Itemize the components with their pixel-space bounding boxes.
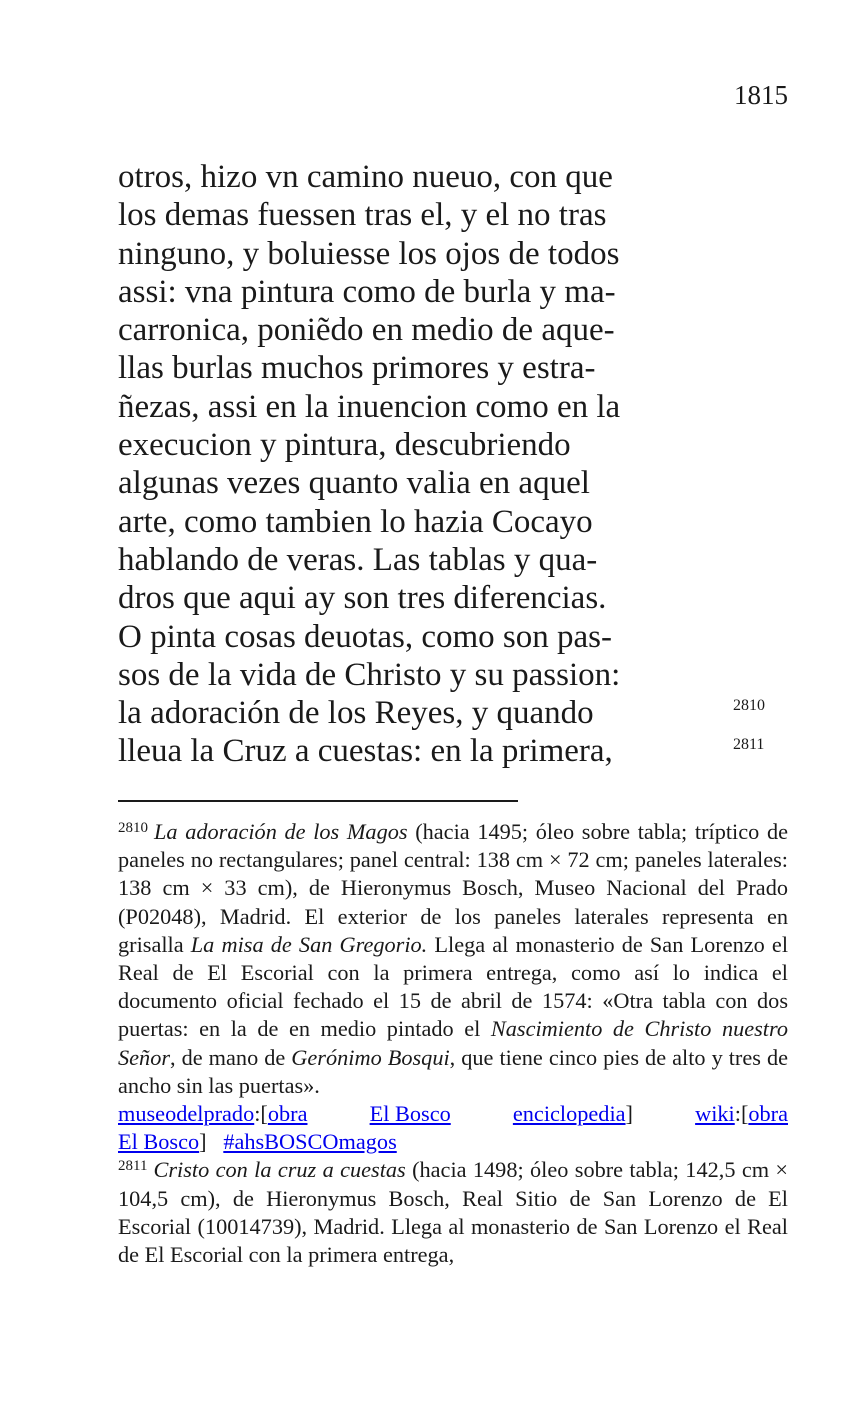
link-obra-wiki[interactable]: obra (748, 1101, 788, 1127)
text-line: O pinta cosas deuotas, como son pas- (118, 618, 612, 655)
text-line: ninguno, y boluiesse los ojos de todos (118, 235, 620, 272)
text-line: otros, hizo vn camino nueuo, con que (118, 159, 613, 195)
margin-ref-2810: 2810 (733, 697, 765, 714)
link-separator: :[ (254, 1101, 268, 1127)
text-line: sos de la vida de Christo y su passion: (118, 656, 621, 693)
link-separator: ] (625, 1101, 633, 1127)
text-line: ñezas, assi en la inuencion como en la (118, 388, 621, 425)
text-line: dros que aqui ay son tres diferencias. (118, 580, 607, 617)
link-el-bosco-wiki[interactable]: El Bosco (118, 1129, 200, 1155)
footnote-number: 2810 (118, 820, 148, 836)
margin-ref-2811: 2811 (733, 736, 765, 753)
footnote-italic: La misa de San Gregorio. (190, 931, 428, 957)
footnote-2810 (118, 818, 788, 1156)
footnote-text: Llega al monasterio de San Lorenzo el Real de El Escorial con la primera entrega, como así lo indica el documento oficial fechado el 15 de abril de 1574: «Otra tabla con dos puertas: en la de en medio pintado el (118, 931, 789, 1042)
text-line: lleua la Cruz a cuestas: en la primera, (118, 733, 613, 770)
footnote-2811 (118, 1156, 788, 1269)
footnote-italic: Gerónimo Bosqui (291, 1044, 450, 1070)
page-number: 1815 (734, 80, 788, 110)
link-separator: :[ (734, 1101, 749, 1127)
footnote-links-2 (118, 1128, 788, 1156)
text-line: arte, como tambien lo hazia Cocayo (118, 503, 593, 540)
footnote-rule (118, 800, 518, 802)
link-enciclopedia[interactable]: enciclopedia (512, 1101, 626, 1127)
footnote-title: Cristo con la cruz a cuestas (153, 1157, 406, 1183)
footnote-text: , de mano de (170, 1044, 292, 1070)
text-line: assi: vna pintura como de burla y ma- (118, 273, 616, 310)
main-text (118, 158, 678, 771)
text-line: carronica, poniẽdo en medio de aque- (118, 312, 615, 349)
footnote-text: (hacia 1498; óleo sobre tabla; 142,5 cm × 104,5 cm), de Hieronymus Bosch, Real Sitio de San Lorenzo de El Escorial (10014739), Madrid. Llega al monasterio de San Lorenzo el Real de El Escorial con la primera entrega, (118, 1157, 788, 1268)
link-hashtag[interactable]: #ahsBOSCOmagos (223, 1129, 397, 1155)
link-museodelprado[interactable]: museodelprado (118, 1101, 255, 1127)
footnotes (118, 818, 788, 1269)
footnote-italic: Nascimiento de Christo nuestro Señor (118, 1016, 789, 1070)
footnote-number: 2811 (118, 1158, 148, 1175)
footnote-title: La adoración de los Magos (154, 819, 408, 844)
text-line: los demas fuessen tras el, y el no tras (118, 197, 607, 234)
footnote-text: (hacia 1495; óleo sobre tabla; tríptico de paneles no rectangulares; panel central: 138 cm × 72 cm; paneles laterales: 138 cm × 33 cm), de Hieronymus Bosch, Museo Nacional del Prado (P02048), Madrid. El exterior de los paneles laterales representa en grisalla (118, 819, 788, 957)
link-el-bosco[interactable]: El Bosco (369, 1101, 451, 1127)
footnote-text: , que tiene cinco pies de alto y tres de ancho sin las puertas». (118, 1044, 788, 1098)
text-line: llas burlas muchos primores y estra- (118, 350, 596, 387)
text-line: la adoración de los Reyes, y quando (118, 695, 594, 732)
link-obra[interactable]: obra (267, 1101, 308, 1127)
text-line: algunas vezes quanto valia en aquel (118, 465, 590, 502)
text-line: hablando de veras. Las tablas y qua- (118, 541, 598, 578)
text-line: execucion y pintura, descubriendo (118, 427, 571, 464)
link-wiki[interactable]: wiki (695, 1101, 735, 1127)
footnote-links (118, 1100, 788, 1128)
link-separator: ] (199, 1129, 207, 1155)
